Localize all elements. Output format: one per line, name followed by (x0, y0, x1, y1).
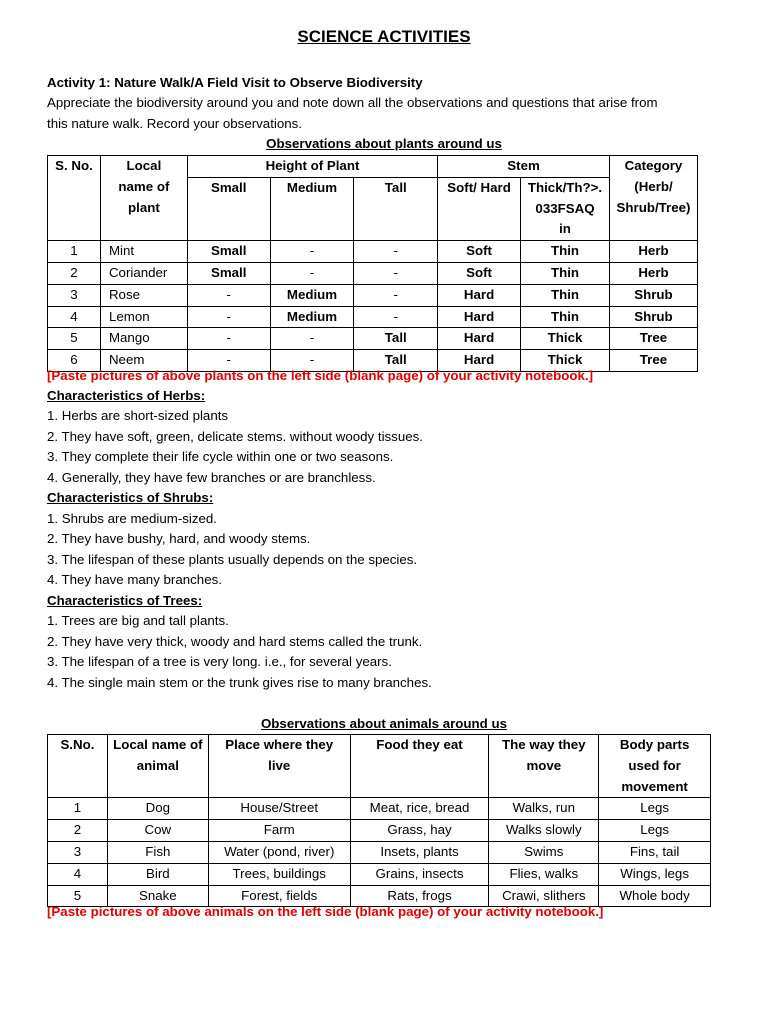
animals-table-cell: Legs (599, 820, 711, 842)
plants-table-cell: Herb (609, 262, 697, 284)
header-medium: Medium (270, 177, 354, 240)
animals-table-row (48, 841, 711, 863)
header-place-line: Place where they (225, 737, 334, 752)
animals-table-cell: Grass, hay (350, 820, 489, 842)
animals-table-row (48, 798, 711, 820)
plants-table-cell: Hard (438, 350, 521, 372)
plants-table-cell: - (270, 241, 354, 263)
plants-table-cell: - (270, 350, 354, 372)
plants-table-cell: 3 (48, 284, 101, 306)
plants-table-cell: - (354, 241, 438, 263)
header-height: Height of Plant (187, 156, 437, 178)
animals-table-cell: Snake (107, 885, 208, 907)
plants-table-cell: Thick (521, 328, 610, 350)
plants-table-cell: - (187, 306, 270, 328)
header-local-name-line: Local (126, 158, 162, 173)
page-title: SCIENCE ACTIVITIES (297, 27, 471, 46)
intro-line-2: this nature walk. Record your observations. (47, 116, 302, 131)
plants-table-cell: - (354, 284, 438, 306)
header-place (208, 735, 350, 798)
animals-table-cell: Bird (107, 863, 208, 885)
header-body-parts-line: movement (621, 778, 688, 794)
plants-table-cell: Hard (438, 306, 521, 328)
plants-table-caption: Observations about plants around us (266, 136, 502, 151)
header-local-name-line: name of (118, 178, 170, 194)
header-small: Small (187, 177, 270, 240)
animals-table-row (48, 863, 711, 885)
plants-table-cell: Soft (438, 241, 521, 263)
plants-table-cell: Tree (609, 350, 697, 372)
header-thick-line: 033FSAQ (535, 200, 595, 216)
plants-table-cell: - (187, 350, 270, 372)
plants-table-cell: 1 (48, 241, 101, 263)
plants-table-cell: Thin (521, 241, 610, 263)
trees-point: 4. The single main stem or the trunk gives rise to many branches. (47, 675, 432, 690)
animals-table-cell: 4 (48, 863, 108, 885)
header-movement-way (489, 735, 599, 798)
plants-table-cell: Medium (270, 306, 354, 328)
header-local-name (100, 156, 187, 241)
animals-table-cell: Swims (489, 841, 599, 863)
header-thick-line: Thick/Th?>. (527, 179, 603, 195)
plants-table-cell: Mango (100, 328, 187, 350)
header-stem: Stem (438, 156, 610, 178)
trees-heading: Characteristics of Trees: (47, 593, 203, 608)
header-soft-hard: Soft/ Hard (438, 177, 521, 240)
animals-table-cell: Cow (107, 820, 208, 842)
shrubs-point: 1. Shrubs are medium-sized. (47, 511, 217, 526)
herbs-point: 2. They have soft, green, delicate stems. without woody tissues. (47, 429, 423, 444)
plants-table-cell: - (270, 328, 354, 350)
plants-table-cell: Shrub (609, 306, 697, 328)
herbs-heading: Characteristics of Herbs: (47, 388, 206, 403)
header-body-parts (599, 735, 711, 798)
plants-table-cell: Soft (438, 262, 521, 284)
animals-table-cell: Farm (208, 820, 350, 842)
plants-table-cell: Thin (521, 284, 610, 306)
plants-table-cell: Coriander (100, 262, 187, 284)
trees-point: 2. They have very thick, woody and hard stems called the trunk. (47, 634, 423, 649)
plants-table-cell: Tall (354, 350, 438, 372)
header-animal-name-line: Local name of (113, 737, 203, 752)
plants-table-cell: - (354, 306, 438, 328)
header-category (609, 156, 697, 241)
animals-table-cell: Wings, legs (599, 863, 711, 885)
header-animal-name-line: animal (136, 757, 179, 773)
animals-table-cell: Trees, buildings (208, 863, 350, 885)
herbs-point: 3. They complete their life cycle within one or two seasons. (47, 449, 394, 464)
plants-table-cell: Tree (609, 328, 697, 350)
animals-table-cell: Fish (107, 841, 208, 863)
animals-table-cell: Whole body (599, 885, 711, 907)
plants-table-cell: Medium (270, 284, 354, 306)
herbs-point: 1. Herbs are short-sized plants (47, 408, 229, 423)
animals-table-cell: Walks, run (489, 798, 599, 820)
header-category-line: Shrub/Tree) (616, 199, 691, 215)
shrubs-point: 4. They have many branches. (47, 572, 222, 587)
plants-table-cell: Mint (100, 241, 187, 263)
plants-table-row (48, 328, 698, 350)
animals-table-cell: Crawi, slithers (489, 885, 599, 907)
animals-table-row (48, 820, 711, 842)
trees-point: 3. The lifespan of a tree is very long. i.e., for several years. (47, 654, 392, 669)
plants-table-cell: Thin (521, 306, 610, 328)
plants-table-row (48, 306, 698, 328)
plants-table-cell: Small (187, 241, 270, 263)
animals-table-cell: 5 (48, 885, 108, 907)
plants-table-cell: - (187, 328, 270, 350)
plants-table-cell: - (187, 284, 270, 306)
animals-table-caption: Observations about animals around us (260, 716, 508, 731)
animals-table-cell: Legs (599, 798, 711, 820)
header-movement-way-line: move (526, 757, 562, 773)
header-local-name-line: plant (128, 199, 160, 215)
plants-table-cell: Herb (609, 241, 697, 263)
plants-table-cell: Small (187, 262, 270, 284)
header-thick-thin (521, 177, 610, 240)
shrubs-point: 3. The lifespan of these plants usually depends on the species. (47, 552, 418, 567)
plants-table-cell: Thin (521, 262, 610, 284)
shrubs-heading: Characteristics of Shrubs: (47, 490, 214, 505)
animals-table-cell: Walks slowly (489, 820, 599, 842)
animals-table-cell: 3 (48, 841, 108, 863)
header-food: Food they eat (350, 735, 489, 798)
intro-line-1: Appreciate the biodiversity around you and note down all the observations and questions that arise from (47, 95, 658, 110)
header-movement-way-line: The way they (502, 737, 586, 752)
animals-paste-note: [Paste pictures of above animals on the left side (blank page) of your activity notebook.] (47, 904, 604, 919)
header-category-line: Category (624, 158, 683, 173)
header-body-parts-line: used for (628, 757, 681, 773)
plants-table-row (48, 262, 698, 284)
shrubs-point: 2. They have bushy, hard, and woody stems. (47, 531, 311, 546)
trees-point: 1. Trees are big and tall plants. (47, 613, 229, 628)
header-sno: S.No. (48, 735, 108, 798)
animals-table-cell: 2 (48, 820, 108, 842)
animals-table-cell: Grains, insects (350, 863, 489, 885)
plants-table-cell: 2 (48, 262, 101, 284)
animals-table-cell: Meat, rice, bread (350, 798, 489, 820)
header-body-parts-line: Body parts (619, 737, 690, 752)
plants-table-cell: Rose (100, 284, 187, 306)
animals-table (47, 734, 711, 907)
plants-table-cell: Tall (354, 328, 438, 350)
animals-table-cell: House/Street (208, 798, 350, 820)
plants-header-row (48, 156, 698, 178)
animals-table-cell: Dog (107, 798, 208, 820)
plants-table-cell: Lemon (100, 306, 187, 328)
plants-table-cell: Neem (100, 350, 187, 372)
header-thick-line: in (559, 221, 571, 237)
plants-table-cell: 5 (48, 328, 101, 350)
header-category-line: (Herb/ (634, 178, 673, 194)
animals-table-cell: Flies, walks (489, 863, 599, 885)
herbs-point: 4. Generally, they have few branches or are branchless. (47, 470, 376, 485)
header-place-line: live (268, 757, 291, 773)
plants-table-cell: 4 (48, 306, 101, 328)
animals-table-cell: Rats, frogs (350, 885, 489, 907)
plants-table-cell: Thick (521, 350, 610, 372)
header-animal-name (107, 735, 208, 798)
activity-heading: Activity 1: Nature Walk/A Field Visit to Observe Biodiversity (47, 75, 423, 90)
plants-table-row (48, 284, 698, 306)
animals-table-cell: Insets, plants (350, 841, 489, 863)
animals-header-row (48, 735, 711, 798)
plants-table-cell: Hard (438, 284, 521, 306)
plants-table-cell: - (270, 262, 354, 284)
animals-table-cell: 1 (48, 798, 108, 820)
animals-table-cell: Water (pond, river) (208, 841, 350, 863)
plants-table-cell: Shrub (609, 284, 697, 306)
header-sno: S. No. (48, 156, 101, 241)
plants-table-cell: - (354, 262, 438, 284)
plants-paste-note: [Paste pictures of above plants on the left side (blank page) of your activity notebook.] (47, 368, 593, 383)
animals-table-cell: Forest, fields (208, 885, 350, 907)
plants-table-cell: Hard (438, 328, 521, 350)
plants-table-row (48, 241, 698, 263)
plants-table (47, 155, 698, 372)
plants-table-cell: 6 (48, 350, 101, 372)
header-tall: Tall (354, 177, 438, 240)
animals-table-cell: Fins, tail (599, 841, 711, 863)
